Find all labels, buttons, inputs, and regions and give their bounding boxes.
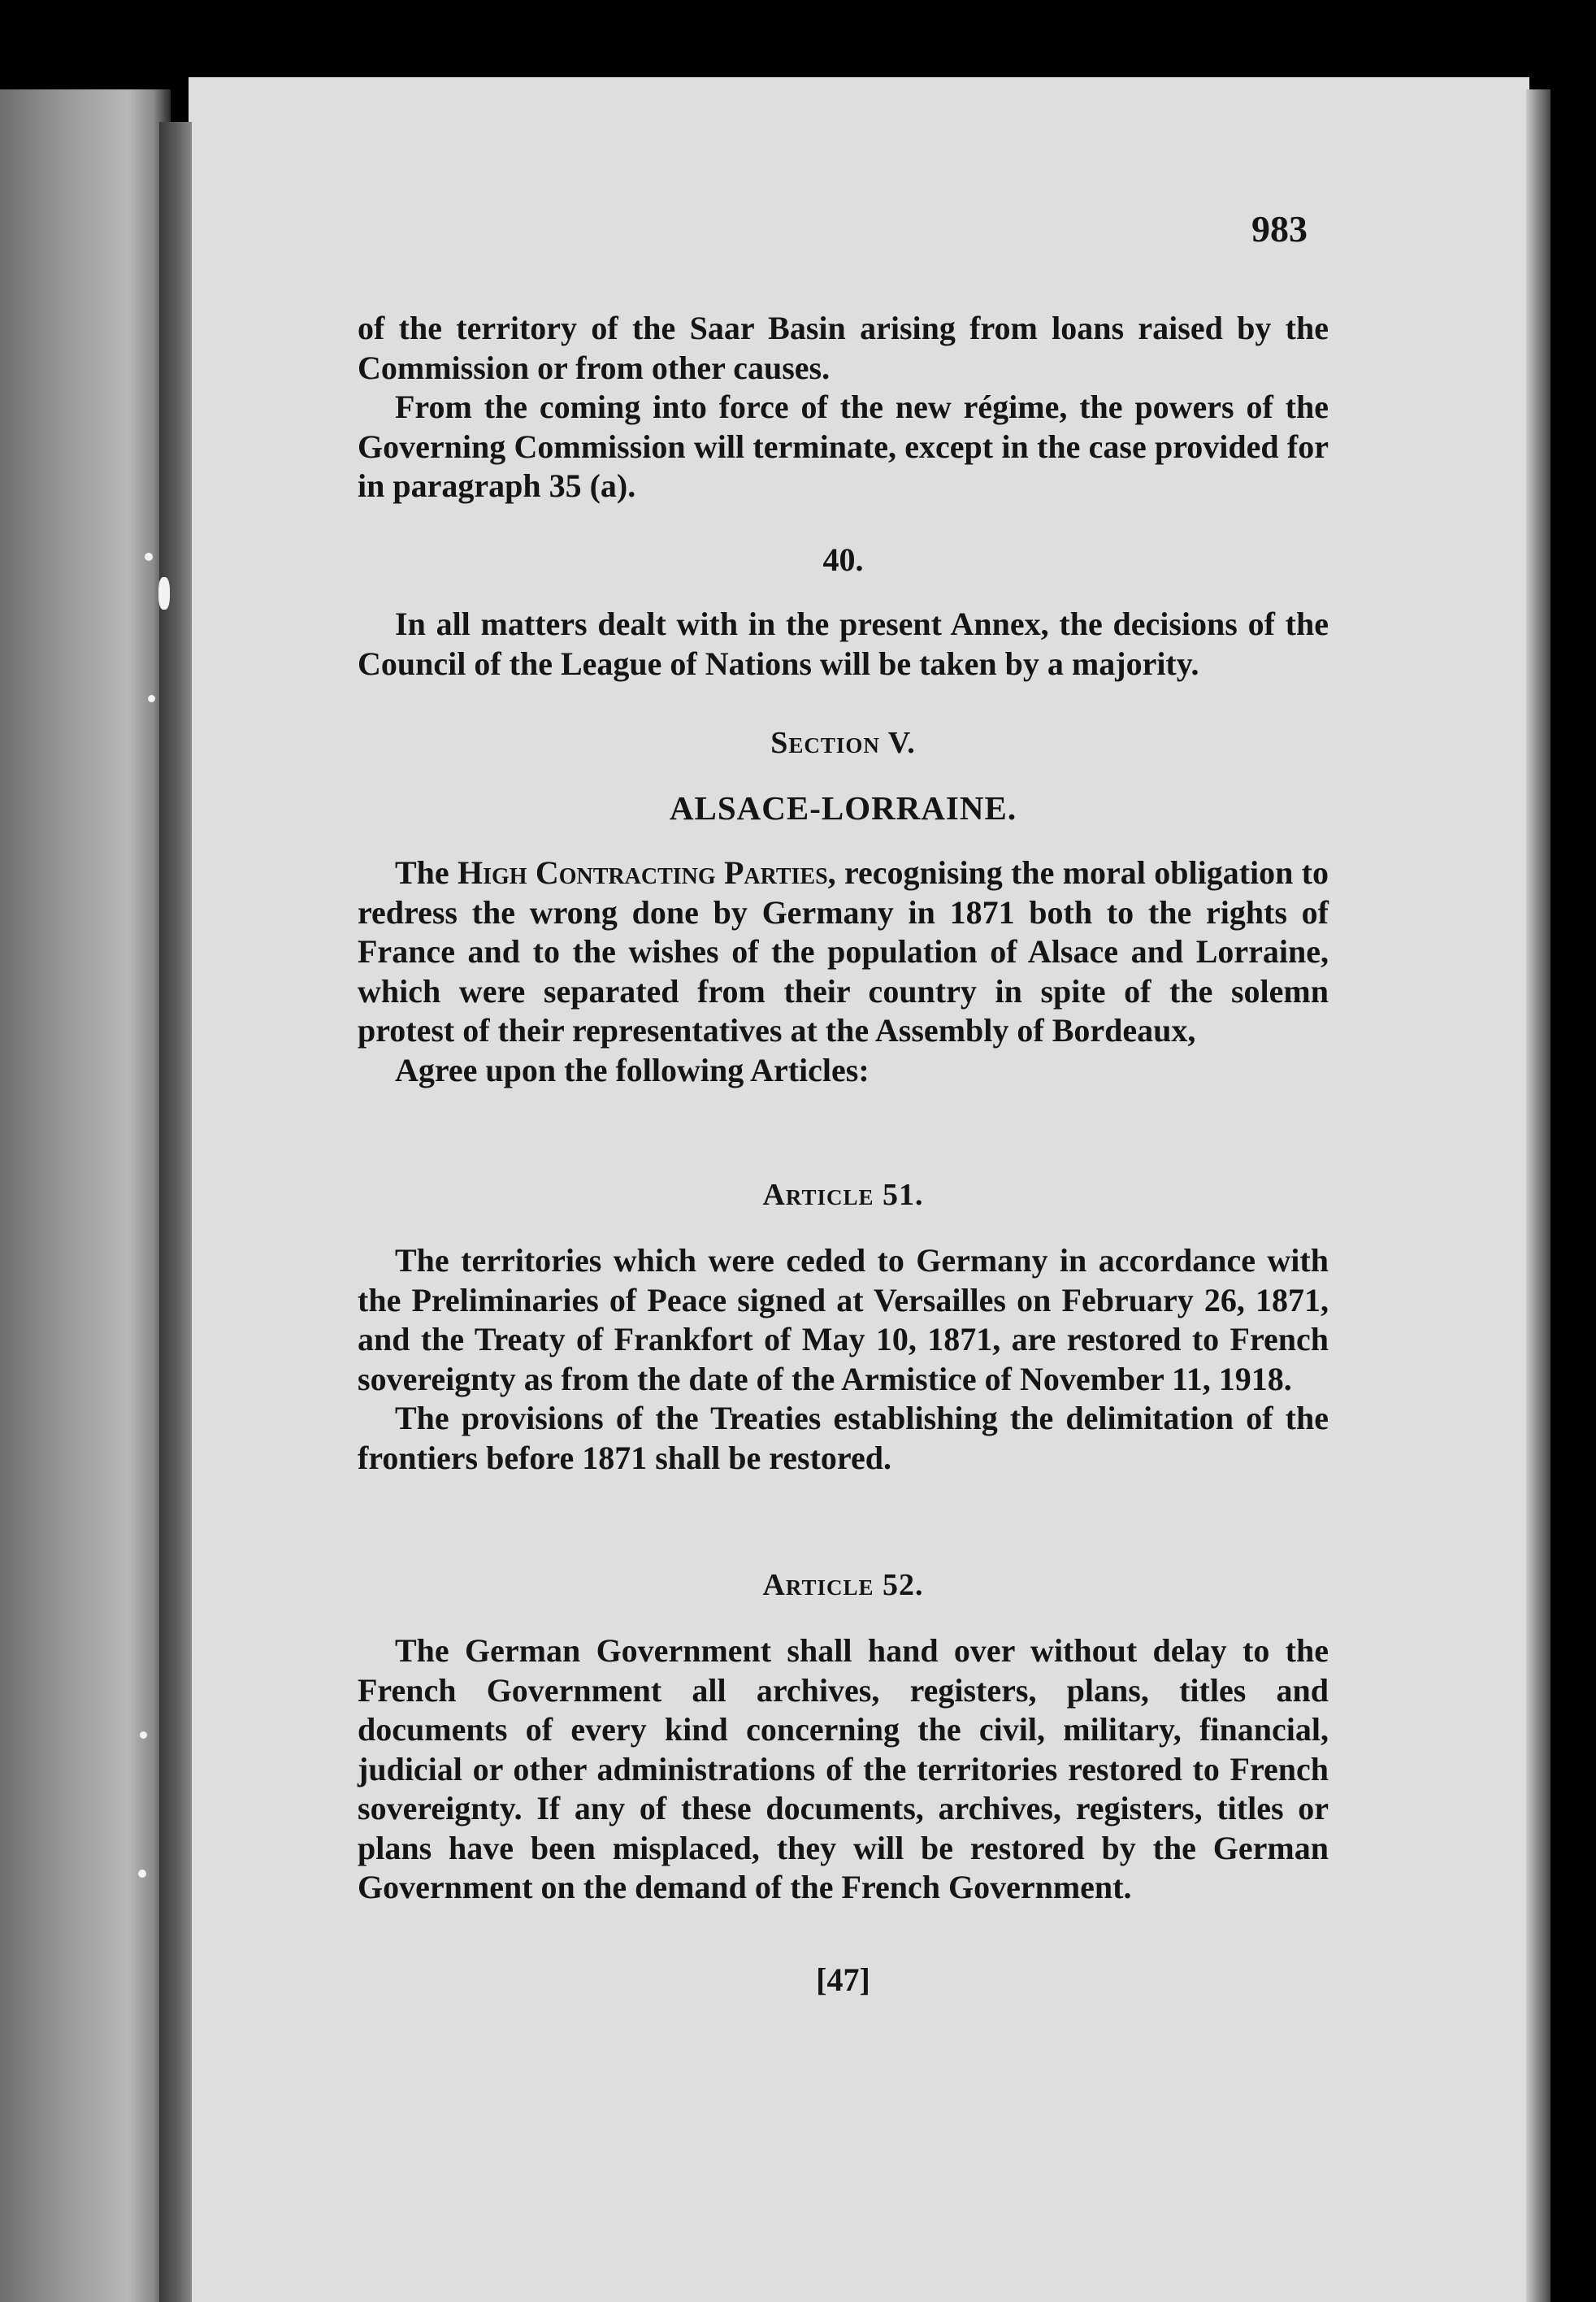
preamble-after: , recognising the moral obligation to redress the wrong done by Germany in 1871 both to the rights of France and to the wishes of the population of Alsace and Lorraine, which were separated from their country in spite of the solemn protest of their representatives at the Assembly of Bordeaux,: [358, 854, 1329, 1049]
article-51-body: [358, 1241, 1329, 1478]
paragraph-40-body: [358, 605, 1329, 684]
article-52-heading: Article 52.: [762, 1568, 924, 1602]
preamble-before: The: [395, 854, 458, 891]
right-page-edge: [1526, 89, 1550, 2302]
signature-mark: [47]: [816, 1961, 870, 1998]
scan-speck: [138, 1870, 146, 1878]
section-title: ALSACE-LORRAINE.: [669, 789, 1017, 827]
article-51-paragraph-1: The territories which were ceded to Germany in accordance with the Preliminaries of Peace signed at Versailles on February 26, 1871, and the Treaty of Frankfort of May 10, 1871, are restored to French sovereignty as from the date of the Armistice of November 11, 1918.: [358, 1242, 1329, 1397]
continuation-text: [358, 309, 1329, 506]
high-contracting-parties: High Contracting Parties: [457, 854, 828, 891]
article-52-body: [358, 1631, 1329, 1908]
page-number: 983: [1251, 208, 1308, 250]
scan-speck: [140, 1731, 147, 1739]
agree-line: Agree upon the following Articles:: [395, 1051, 870, 1088]
continuation-paragraph-1: of the territory of the Saar Basin arising from loans raised by the Commission or from other causes.: [358, 310, 1329, 386]
continuation-paragraph-2: From the coming into force of the new régime, the powers of the Governing Commission will terminate, except in the case provided for in paragraph 35 (a).: [358, 389, 1329, 504]
article-51-heading: Article 51.: [762, 1178, 924, 1212]
book-spine: [159, 122, 192, 2302]
left-page-edge: [0, 89, 171, 2302]
section-preamble: [358, 853, 1329, 1090]
paragraph-40-number: 40.: [822, 541, 864, 578]
section-label: Section V.: [770, 726, 916, 760]
preamble-paragraph: [358, 853, 1329, 1051]
paragraph-40-text: In all matters dealt with in the present Annex, the decisions of the Council of the League of Nations will be taken by a majority.: [358, 606, 1329, 682]
scan-speck: [145, 553, 153, 561]
scan-speck: [148, 695, 155, 702]
scan-speck: [158, 577, 170, 610]
article-51-paragraph-2: The provisions of the Treaties establishing the delimitation of the frontiers before 1871 shall be restored.: [358, 1400, 1329, 1476]
article-52-paragraph-1: The German Government shall hand over without delay to the French Government all archives, registers, plans, titles and documents of every kind concerning the civil, military, financial, judicial or other administrations of the territories restored to French sovereignty. If any of these documents, archives, registers, titles or plans have been misplaced, they will be restored by the German Government on the demand of the French Government.: [358, 1632, 1329, 1905]
